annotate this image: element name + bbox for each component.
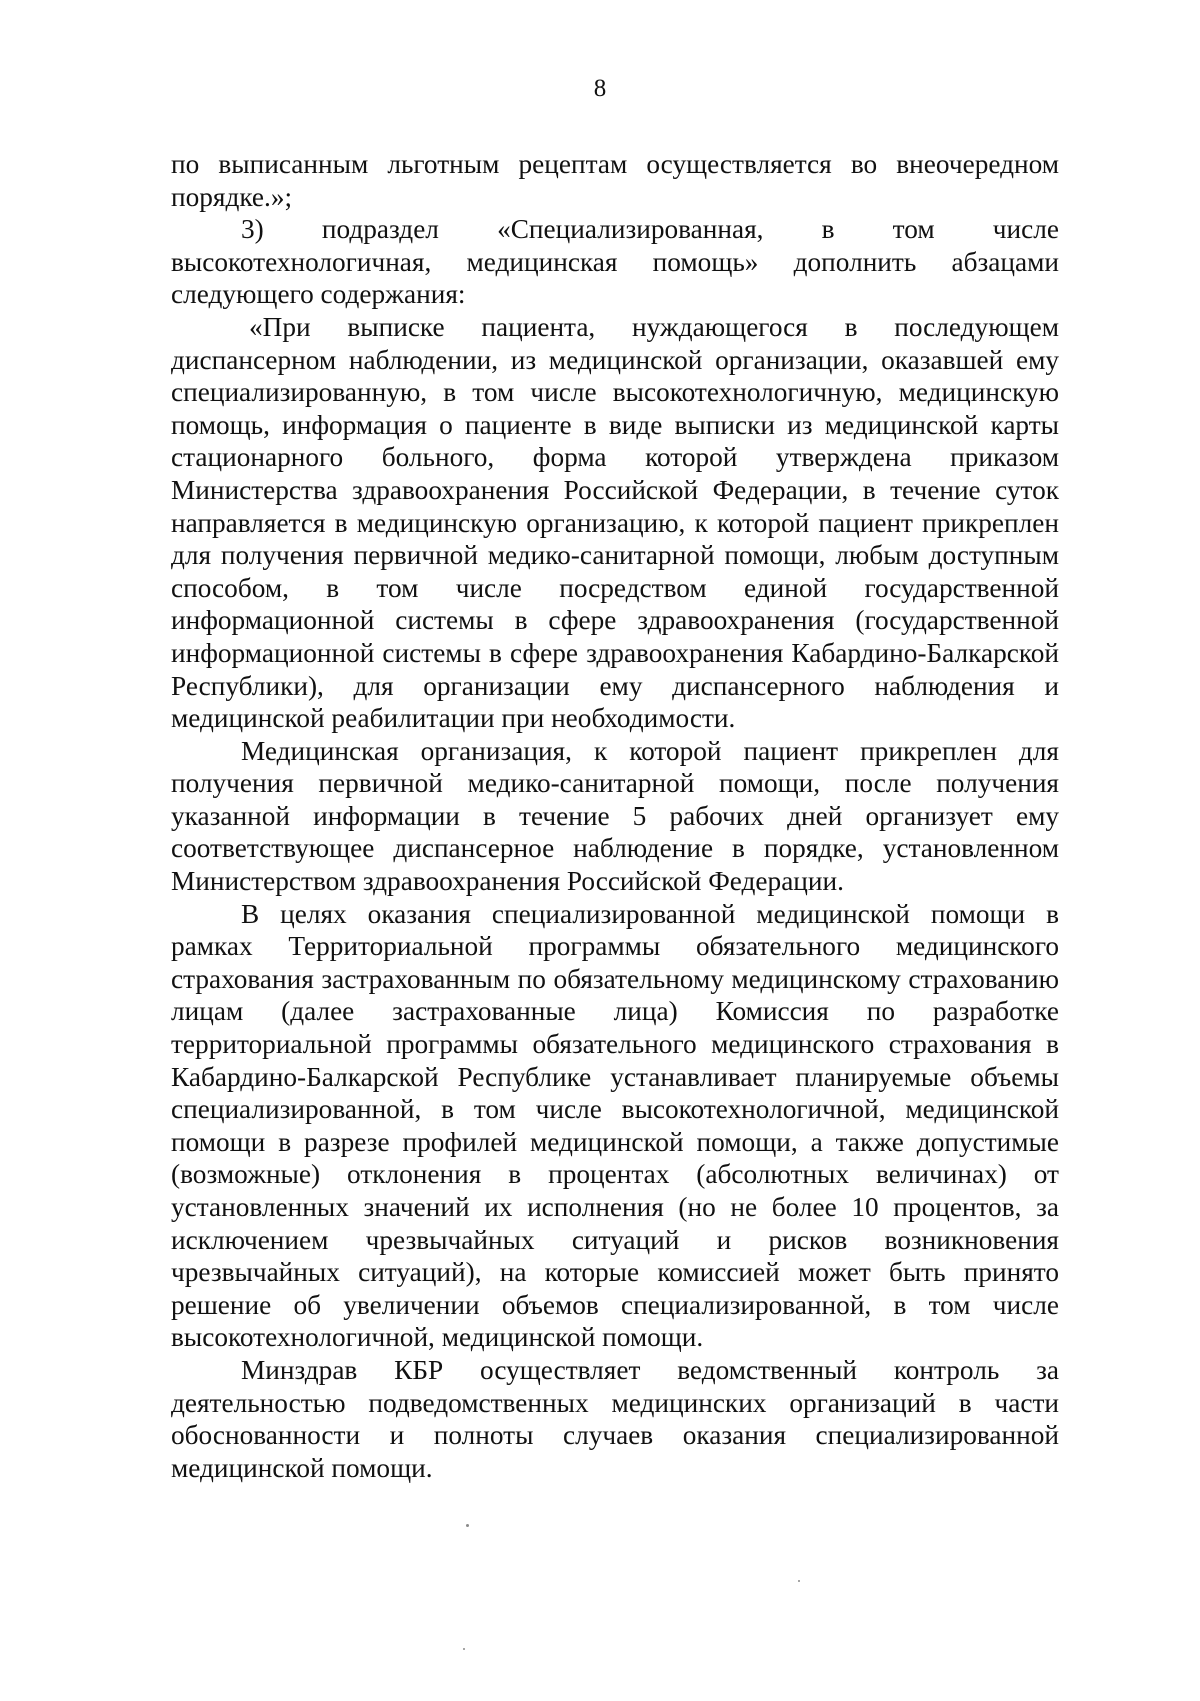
paragraph-continuation: по выписанным льготным рецептам осуществляется во внеочередном порядке.»; bbox=[171, 149, 1059, 212]
paragraph-dispensary-observation: Медицинская организация, к которой пациент прикреплен для получения первичной медико-санитарной помощи, после получения указанной информации в течение 5 рабочих дней организует ему соответствующее диспансерное наблюдение в порядке, установленном Министерством здравоохранения Российской Федерации. bbox=[171, 735, 1059, 897]
paragraph-discharge-info: «При выписке пациента, нуждающегося в последующем диспансерном наблюдении, из медицинской организации, оказавшей ему специализированную, в том числе высокотехнологичную, медицинскую помощь, информация о пациенте в виде выписки из медицинской карты стационарного больного, форма которой утверждена приказом Министерства здравоохранения Российской Федерации, в течение суток направляется в медицинскую организацию, к которой пациент прикреплен для получения первичной медико-санитарной помощи, любым доступным способом, в том числе посредством единой государственной информационной системы в сфере здравоохранения (государственной информационной системы в сфере здравоохранения Кабардино-Балкарской Республики), для организации ему диспансерного наблюдения и медицинской реабилитации при необходимости. bbox=[171, 311, 1059, 734]
scan-speck bbox=[466, 1524, 469, 1527]
scan-speck bbox=[463, 1648, 465, 1650]
paragraph-planned-volumes: В целях оказания специализированной медицинской помощи в рамках Территориальной программы обязательного медицинского страхования застрахованным по обязательному медицинскому страхованию лицам (далее застрахованные лица) Комиссия по разработке территориальной программы обязательного медицинского страхования в Кабардино-Балкарской Республике устанавливает планируемые объемы специализированной, в том числе высокотехнологичной, медицинской помощи в разрезе профилей медицинской помощи, а также допустимые (возможные) отклонения в процентах (абсолютных величинах) от установленных значений их исполнения (но не более 10 процентов, за исключением чрезвычайных ситуаций и рисков возникновения чрезвычайных ситуаций), на которые комиссией может быть принято решение об увеличении объемов специализированной, в том числе высокотехнологичной, медицинской помощи. bbox=[171, 898, 1059, 1353]
body-text bbox=[171, 148, 1059, 1484]
paragraph-subsection-item: 3) подраздел «Специализированная, в том числе высокотехнологичная, медицинская помощь» дополнить абзацами следующего содержания: bbox=[171, 214, 1059, 310]
scan-speck bbox=[798, 1580, 800, 1582]
paragraph-departmental-control: Минздрав КБР осуществляет ведомственный контроль за деятельностью подведомственных медицинских организаций в части обоснованности и полноты случаев оказания специализированной медицинской помощи. bbox=[171, 1354, 1059, 1483]
page-number: 8 bbox=[593, 75, 607, 102]
